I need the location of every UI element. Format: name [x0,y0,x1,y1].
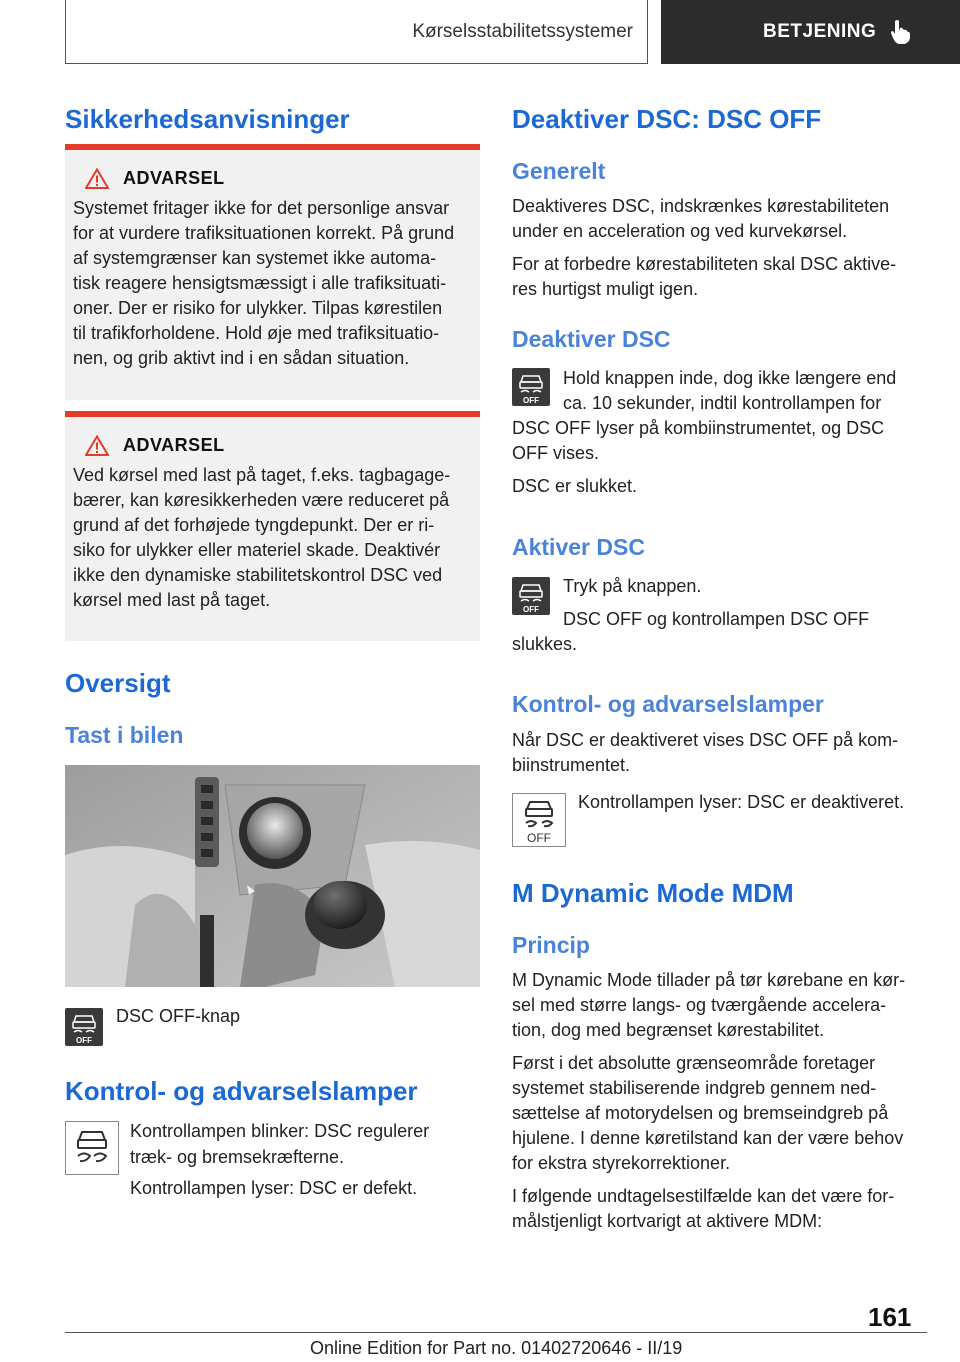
warning-text-line: til trafikforholdene. Hold øje med trafiksituatio- [73,323,440,343]
off-icon-text: OFF [523,605,539,614]
center-console-image [65,765,480,987]
dsc-lamp-icon [65,1121,119,1175]
footer-edition: Online Edition for Part no. 01402720646 - II/19 [310,1338,683,1358]
warning-text-line: bærer, kan køresikkerheden være reduceret på [73,490,450,510]
activate-line-1: Tryk på knappen. [563,576,702,596]
deactivate-subtitle: Deaktiver DSC [512,326,671,352]
warning-label: ADVARSEL [123,168,225,188]
activate-cont: slukkes. [512,634,578,654]
principle-line: tion, dog med begrænset kørestabilitet. [512,1020,825,1040]
warning-text-line: ikke den dynamiske stabilitetskontrol DSC ved [73,565,443,585]
off-icon-text: OFF [527,831,551,845]
overview-title: Oversigt [65,668,171,698]
general-line: Deaktiveres DSC, indskrænkes kørestabiliteten [512,196,890,216]
lamp-lit-text: Kontrollampen lyser: DSC er deaktiveret. [578,792,905,812]
warning-box-2 [65,411,480,641]
lamps-line: biinstrumentet. [512,755,631,775]
activate-subtitle: Aktiver DSC [512,534,645,560]
warning-label: ADVARSEL [123,435,225,455]
warning-text-line: nen, og grib aktivt ind i en sådan situation. [73,348,410,368]
mdm-title: M Dynamic Mode MDM [512,878,794,908]
dsc-off-button-icon [65,1008,103,1046]
dsc-off-lamp-icon [512,793,566,847]
deactivate-cont-line: OFF vises. [512,443,600,463]
lamp-blink-line: træk- og bremsekræfterne. [130,1147,345,1167]
lamp-lit-text: Kontrollampen lyser: DSC er defekt. [130,1178,418,1198]
general-subtitle: Generelt [512,158,606,184]
deactivate-cont-line: DSC OFF lyser på kombiinstrumentet, og DSC [512,418,885,438]
dsc-off-text: DSC er slukket. [512,476,638,496]
dsc-off-button-icon [512,577,550,615]
header-chapter [661,0,960,64]
console-photo [65,765,480,987]
warning-text-line: grund af det forhøjede tyngdepunkt. Der er ri- [73,515,435,535]
lamps-title: Kontrol- og advarselslamper [65,1076,418,1106]
principle-line: M Dynamic Mode tillader på tør kørebane en kør- [512,970,906,990]
footer-divider [65,1332,927,1333]
header-section-title: Kørselsstabilitetssystemer [412,20,633,42]
lamp-blink-line: Kontrollampen blinker: DSC regulerer [130,1121,430,1141]
warning-box-1 [65,144,480,400]
warning-text-line: for at vurdere trafiksituationen korrekt. På grund [73,223,455,243]
warning-text-line: oner. Der er risiko for ulykker. Tilpas kørestilen [73,298,443,318]
principle3-line: målstjenligt kortvarigt at aktivere MDM: [512,1211,823,1231]
warning-text-line: tisk reagere hensigtsmæssigt i alle trafiksituati- [73,273,447,293]
general2-line: res hurtigst muligt igen. [512,279,699,299]
principle2-line: systemet stabiliserende indgreb gennem ned- [512,1078,877,1098]
header-chapter-title: BETJENING [763,21,877,42]
off-icon-text: OFF [523,396,539,405]
lamps-subtitle: Kontrol- og advarselslamper [512,691,824,717]
activate-line-2: DSC OFF og kontrollampen DSC OFF [563,609,870,629]
lamps-line: Når DSC er deaktiveret vises DSC OFF på kom- [512,730,899,750]
principle-line: sel med større langs- og tværgående accelera- [512,995,887,1015]
general-line: under en acceleration og ved kurvekørsel. [512,221,848,241]
off-icon-text: OFF [76,1036,92,1045]
hand-pointer-icon [890,19,912,45]
deactivate-line: Hold knappen inde, dog ikke længere end [563,368,897,388]
principle3-line: I følgende undtagelsestilfælde kan det være for- [512,1186,895,1206]
principle2-line: sættelse af motorydelsen og bremseindgreb på [512,1103,889,1123]
warning-text-line: Systemet fritager ikke for det personlige ansvar [73,198,450,218]
warning-text-line: Ved kørsel med last på taget, f.eks. tagbagage- [73,465,451,485]
page-number: 161 [868,1302,912,1332]
dsc-button-label: DSC OFF-knap [116,1006,241,1026]
deactivate-line: ca. 10 sekunder, indtil kontrollampen for [563,393,882,413]
safety-title: Sikkerhedsanvisninger [65,104,350,134]
warning-triangle-icon [85,435,109,456]
principle2-line: for ekstra styrekorrektioner. [512,1153,731,1173]
warning-text-line: siko for ulykker eller materiel skade. Deaktivér [73,540,441,560]
principle2-line: Først i det absolutte grænseområde foretager [512,1053,876,1073]
dsc-off-title: Deaktiver DSC: DSC OFF [512,104,822,134]
general2-line: For at forbedre kørestabiliteten skal DSC aktive- [512,254,897,274]
warning-text-line: kørsel med last på taget. [73,590,271,610]
warning-triangle-icon [85,168,109,189]
button-subtitle: Tast i bilen [65,722,184,748]
dsc-off-button-icon [512,368,550,406]
principle-subtitle: Princip [512,932,590,958]
header-section [65,0,648,64]
warning-text-line: af systemgrænser kan systemet ikke automa- [73,248,437,268]
principle2-line: hjulene. I denne køretilstand kan der være behov [512,1128,904,1148]
